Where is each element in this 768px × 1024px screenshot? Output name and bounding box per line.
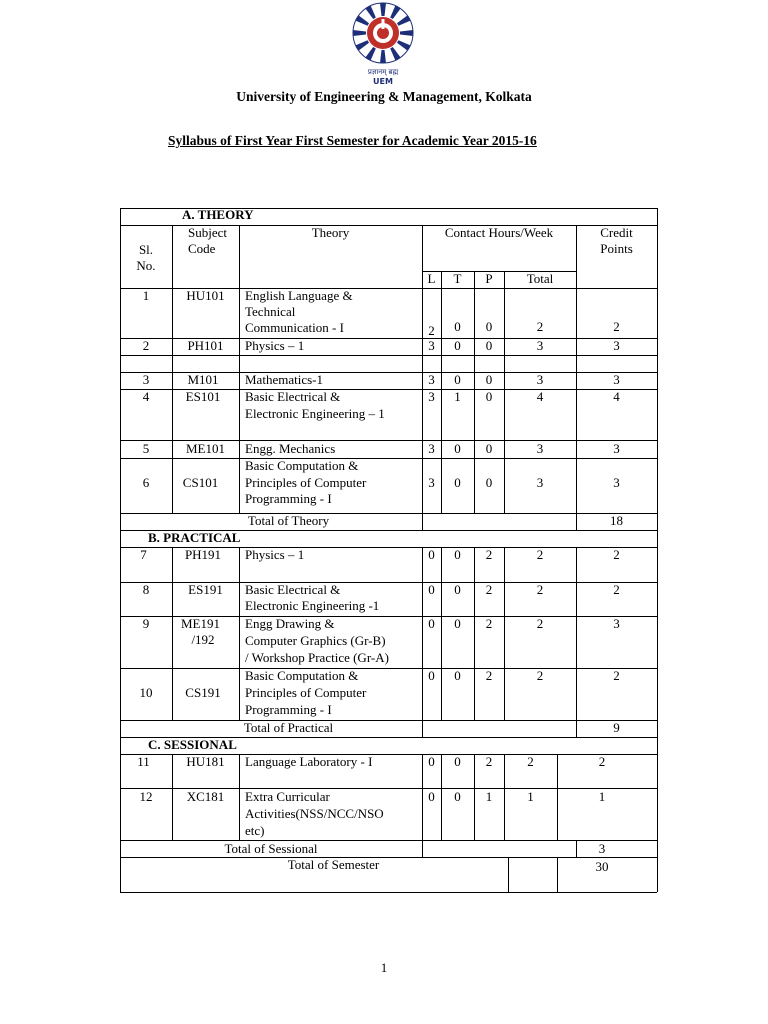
row-p: 0 [485, 338, 493, 353]
row-l: 0 [428, 668, 435, 683]
header-total: Total [526, 271, 554, 286]
row-subject: Physics – 1 [245, 338, 305, 353]
row-l: 0 [428, 616, 435, 631]
row-l: 3 [428, 389, 435, 404]
total-semester-label: Total of Semester [287, 857, 380, 872]
row-t: 0 [454, 789, 461, 804]
row-t: 0 [454, 547, 461, 562]
header-no: No. [136, 258, 156, 273]
header-theory: Theory [311, 225, 350, 240]
row-credit: 2 [613, 668, 620, 683]
total-sessional-label: Total of Sessional [224, 841, 318, 856]
row-t: 0 [454, 441, 461, 456]
row-subject: Electronic Engineering -1 [245, 598, 380, 613]
row-l: 3 [428, 475, 435, 490]
header-code: Code [188, 241, 216, 256]
row-credit: 2 [613, 319, 620, 334]
row-subject: Computer Graphics (Gr-B) [245, 633, 386, 648]
row-sl: 1 [142, 288, 150, 303]
total-theory-value: 18 [610, 513, 623, 528]
row-subject: Programming - I [245, 702, 332, 717]
row-sl: 2 [142, 338, 150, 353]
row-sl: 11 [137, 754, 150, 769]
row-subject: Principles of Computer [245, 685, 367, 700]
row-p: 0 [485, 441, 493, 456]
row-code: HU181 [186, 754, 225, 769]
total-practical-label: Total of Practical [243, 720, 334, 735]
svg-text:प्रज्ञानम् ब्रह्म: प्रज्ञानम् ब्रह्म [367, 68, 399, 76]
svg-text:UEM: UEM [373, 77, 393, 86]
row-p: 2 [485, 582, 493, 597]
row-sl: 7 [140, 547, 147, 562]
row-subject: Engg Drawing & [245, 616, 335, 631]
row-subject: Programming - I [245, 491, 332, 506]
row-total: 2 [536, 582, 544, 597]
header-p: P [485, 271, 493, 286]
row-subject: Basic Computation & [245, 668, 359, 683]
row-total: 2 [536, 319, 544, 334]
total-sessional-value: 3 [598, 841, 606, 856]
row-l: 0 [428, 789, 435, 804]
row-code: /192 [191, 632, 215, 647]
row-sl: 10 [139, 685, 153, 700]
row-l: 2 [428, 323, 435, 338]
row-code: ES191 [188, 582, 223, 597]
row-subject: / Workshop Practice (Gr-A) [245, 650, 389, 665]
row-t: 0 [454, 668, 461, 683]
row-subject: Mathematics-1 [245, 372, 323, 387]
row-code: ME191 [181, 616, 220, 631]
row-p: 2 [485, 754, 493, 769]
row-l: 3 [428, 372, 435, 387]
row-sl: 8 [142, 582, 150, 597]
row-total: 3 [536, 372, 544, 387]
header-contact-hours: Contact Hours/Week [444, 225, 554, 240]
row-subject: Basic Computation & [245, 458, 359, 473]
row-sl: 12 [139, 789, 153, 804]
row-credit: 2 [598, 754, 606, 769]
row-t: 0 [454, 338, 461, 353]
row-p: 2 [485, 547, 493, 562]
row-total: 2 [527, 754, 534, 769]
row-sl: 6 [142, 475, 150, 490]
row-subject: Extra Curricular [245, 789, 330, 804]
row-sl: 4 [142, 389, 150, 404]
row-t: 0 [454, 319, 461, 334]
row-p: 0 [485, 389, 493, 404]
row-p: 2 [485, 616, 493, 631]
page-number: 1 [380, 960, 388, 975]
row-total: 2 [536, 668, 544, 683]
row-code: XC181 [186, 789, 225, 804]
row-l: 3 [428, 338, 435, 353]
row-subject: Communication - I [245, 320, 344, 335]
syllabus-title: Syllabus of First Year First Semester for Academic Year 2015-16 [168, 133, 537, 148]
row-code: CS191 [185, 685, 221, 700]
row-code: M101 [187, 372, 219, 387]
row-p: 2 [485, 668, 493, 683]
row-credit: 3 [613, 372, 620, 387]
row-credit: 4 [613, 389, 620, 404]
row-l: 0 [428, 582, 435, 597]
row-credit: 1 [598, 789, 606, 804]
row-subject: Basic Electrical & [245, 389, 341, 404]
row-total: 4 [536, 389, 544, 404]
header-sl: Sl. [138, 242, 154, 257]
header-t: T [453, 271, 462, 286]
row-subject: Principles of Computer [245, 475, 367, 490]
row-credit: 3 [613, 616, 620, 631]
row-t: 0 [454, 582, 461, 597]
row-code: PH101 [187, 338, 224, 353]
row-p: 0 [485, 475, 493, 490]
row-subject: Electronic Engineering – 1 [245, 406, 385, 421]
row-total: 3 [536, 475, 544, 490]
row-t: 0 [454, 372, 461, 387]
row-code: HU101 [186, 288, 225, 303]
row-credit: 2 [613, 582, 620, 597]
row-subject: Engg. Mechanics [245, 441, 336, 456]
row-credit: 3 [613, 475, 620, 490]
row-t: 1 [454, 389, 461, 404]
row-subject: etc) [245, 823, 265, 838]
row-code: PH191 [184, 547, 222, 562]
row-t: 0 [454, 616, 461, 631]
row-total: 2 [536, 547, 544, 562]
row-subject: Language Laboratory - I [245, 754, 373, 769]
header-l: L [427, 271, 436, 286]
section-theory-heading: A. THEORY [182, 207, 254, 222]
row-t: 0 [454, 754, 461, 769]
row-code: CS101 [182, 475, 219, 490]
row-l: 0 [428, 754, 435, 769]
row-credit: 2 [613, 547, 620, 562]
row-l: 0 [428, 547, 435, 562]
row-subject: Activities(NSS/NCC/NSO [245, 806, 384, 821]
header-credit: Credit [600, 225, 633, 240]
total-practical-value: 9 [613, 720, 620, 735]
section-sessional-heading: C. SESSIONAL [148, 737, 237, 752]
row-subject: Technical [245, 304, 296, 319]
total-theory-label: Total of Theory [247, 513, 330, 528]
row-subject: English Language & [245, 288, 353, 303]
row-code: ES101 [185, 389, 221, 404]
row-p: 0 [485, 372, 493, 387]
row-total: 2 [536, 616, 544, 631]
row-subject: Basic Electrical & [245, 582, 341, 597]
row-credit: 3 [613, 441, 620, 456]
row-l: 3 [428, 441, 435, 456]
row-t: 0 [454, 475, 461, 490]
row-credit: 3 [613, 338, 620, 353]
row-sl: 5 [142, 441, 150, 456]
row-p: 0 [485, 319, 493, 334]
university-logo [344, 0, 422, 88]
header-points: Points [600, 241, 633, 256]
row-sl: 3 [142, 372, 150, 387]
row-total: 3 [536, 441, 544, 456]
header-subject: Subject [188, 225, 227, 240]
row-subject: Physics – 1 [245, 547, 305, 562]
total-semester-value: 30 [595, 859, 609, 874]
row-total: 1 [527, 789, 534, 804]
row-sl: 9 [142, 616, 150, 631]
row-total: 3 [536, 338, 544, 353]
university-name: University of Engineering & Management, Kolkata [236, 89, 532, 104]
row-code: ME101 [186, 441, 225, 456]
row-p: 1 [485, 789, 493, 804]
section-practical-heading: B. PRACTICAL [148, 530, 241, 545]
